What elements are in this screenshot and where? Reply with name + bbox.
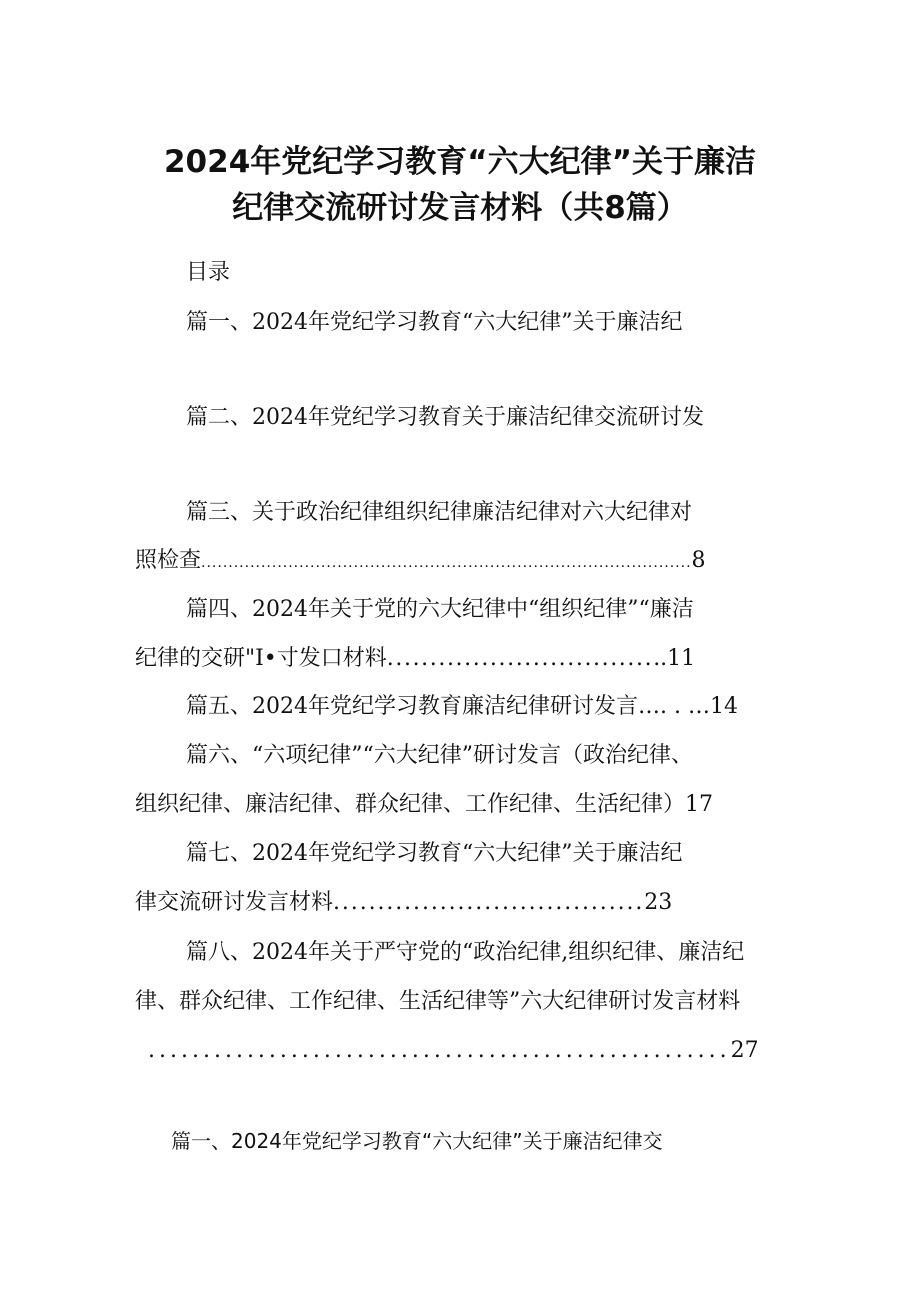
toc-entry-4-continuation[interactable] <box>135 644 695 674</box>
toc-leader-dots: ..................................................... <box>148 1038 731 1063</box>
toc-entry-7-text: 律交流研讨发言材料 <box>135 890 334 915</box>
toc-entry-3-text: 照检查 <box>135 548 202 573</box>
toc-leader-dots: .......................................................................................... <box>201 555 692 571</box>
toc-entry-5-text: 篇五、2024年党纪学习教育廉洁纪律研讨发言…. . … <box>186 694 710 719</box>
toc-entry-8[interactable]: 篇八、2024年关于严守党的“政治纪律,组织纪律、廉洁纪 <box>186 940 745 965</box>
toc-entry-7-continuation[interactable] <box>135 888 672 918</box>
toc-entry-4-text: 纪律的交研"I•寸发口材料 <box>135 646 387 671</box>
toc-leader-dots: ................................... <box>333 890 645 915</box>
toc-entry-7[interactable]: 篇七、2024年党纪学习教育“六大纪律”关于廉洁纪 <box>186 841 683 866</box>
toc-page-number: 27 <box>730 1038 759 1063</box>
toc-leader-dots: ............................... <box>386 646 654 671</box>
toc-heading: 目录 <box>186 260 231 285</box>
section-heading: 篇一、2024年党纪学习教育“六大纪律”关于廉洁纪律交 <box>171 1129 663 1153</box>
toc-entry-2[interactable]: 篇二、2024年党纪学习教育关于廉洁纪律交流研讨发 <box>186 405 704 430</box>
toc-entry-6[interactable]: 篇六、“六项纪律”“六大纪律”研讨发言（政治纪律、 <box>186 743 693 768</box>
toc-page-number: 14 <box>709 694 738 719</box>
toc-entry-3[interactable]: 篇三、关于政治纪律组织纪律廉洁纪律对六大纪律对 <box>186 500 693 525</box>
document-title-line-2: 纪律交流研讨发言材料（共8篇） <box>232 190 688 226</box>
document-title-line-1: 2024年党纪学习教育“六大纪律”关于廉洁 <box>163 144 757 180</box>
toc-entry-3-continuation[interactable] <box>135 546 706 578</box>
toc-entry-6-continuation[interactable]: 组织纪律、廉洁纪律、群众纪律、工作纪律、生活纪律）17 <box>135 792 713 817</box>
toc-entry-5[interactable] <box>186 692 738 722</box>
toc-entry-4[interactable]: 篇四、2024年关于党的六大纪律中“组织纪律”“廉洁 <box>186 597 694 622</box>
toc-entry-1[interactable]: 篇一、2024年党纪学习教育“六大纪律”关于廉洁纪 <box>186 310 683 335</box>
toc-page-number: ..11 <box>653 646 696 671</box>
toc-page-number: 8 <box>691 548 706 573</box>
toc-page-number: 23 <box>644 890 673 915</box>
toc-entry-8-continuation[interactable]: 律、群众纪律、工作纪律、生活纪律等”六大纪律研讨发言材料 <box>135 989 741 1014</box>
toc-entry-8-leader[interactable] <box>148 1036 759 1066</box>
